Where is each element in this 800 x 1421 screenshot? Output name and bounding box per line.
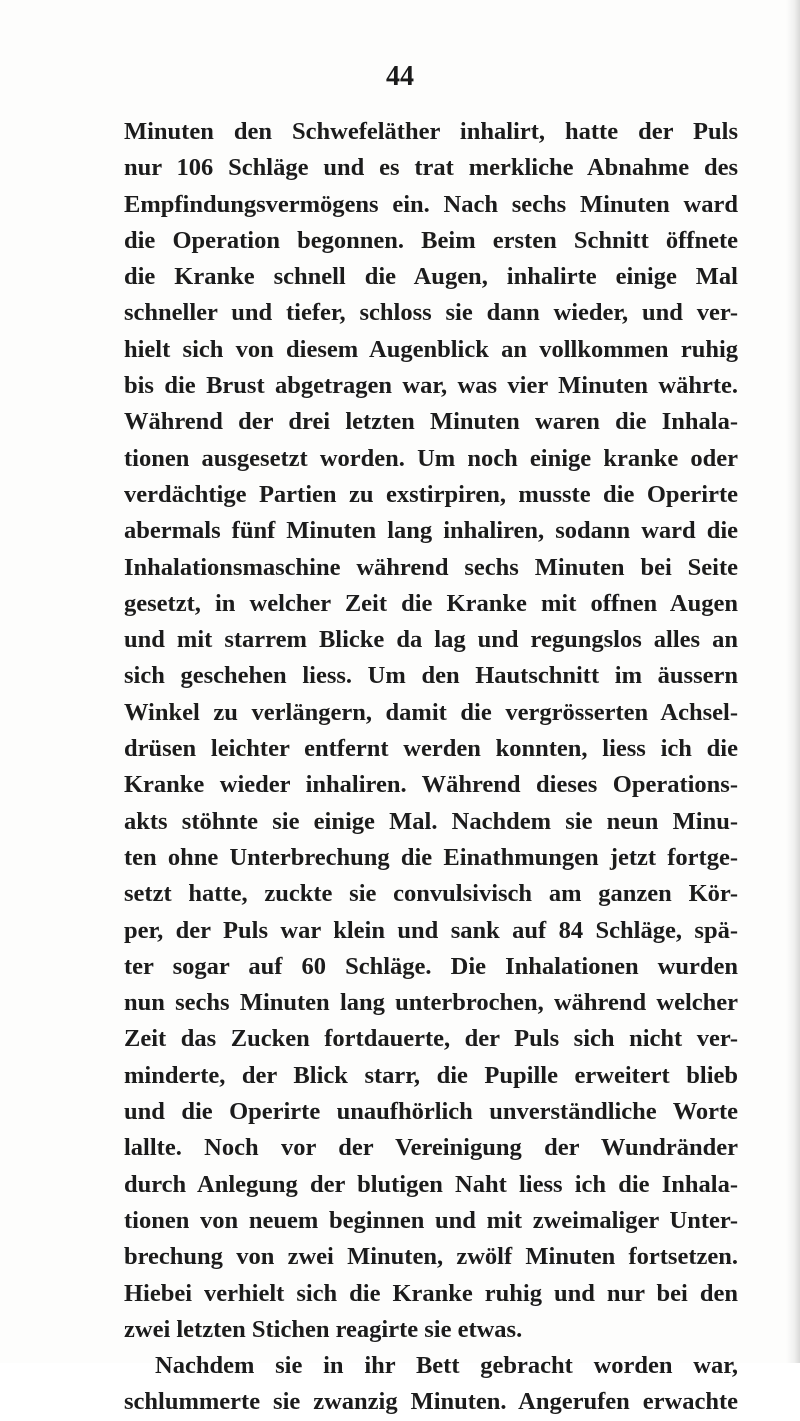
text-line: verdächtige Partien zu exstirpiren, musste die Operirte — [124, 480, 738, 508]
text-line: tionen ausgesetzt worden. Um noch einige kranke oder — [124, 444, 738, 472]
text-line: abermals fünf Minuten lang inhaliren, sodann ward die — [124, 517, 738, 545]
text-line: Nachdem sie in ihr Bett gebracht worden war, — [155, 1352, 738, 1380]
text-line: Inhalationsmaschine während sechs Minuten bei Seite — [124, 553, 738, 581]
text-line: lallte. Noch vor der Vereinigung der Wundränder — [124, 1134, 738, 1162]
text-line: Während der drei letzten Minuten waren die Inhala- — [124, 408, 738, 436]
text-line: ten ohne Unterbrechung die Einathmungen jetzt fortge- — [124, 843, 738, 871]
text-line: bis die Brust abgetragen war, was vier Minuten währte. — [124, 372, 738, 400]
text-line: Zeit das Zucken fortdauerte, der Puls sich nicht ver- — [124, 1025, 738, 1053]
text-line: Winkel zu verlängern, damit die vergrösserten Achsel- — [124, 698, 738, 726]
text-line: Hiebei verhielt sich die Kranke ruhig und nur bei den — [124, 1279, 738, 1307]
text-line: Minuten den Schwefeläther inhalirt, hatte der Puls — [124, 118, 738, 145]
text-line: Kranke wieder inhaliren. Während dieses Operations- — [124, 771, 738, 799]
text-line: nur 106 Schläge und es trat merkliche Abnahme des — [124, 154, 738, 182]
text-line: brechung von zwei Minuten, zwölf Minuten fortsetzen. — [124, 1243, 738, 1271]
text-line: drüsen leichter entfernt werden konnten, liess ich die — [124, 735, 738, 763]
text-line: per, der Puls war klein und sank auf 84 Schläge, spä- — [124, 916, 738, 944]
text-line: Empfindungsvermögens ein. Nach sechs Minuten ward — [124, 190, 738, 218]
text-line: zwei letzten Stichen reagirte sie etwas. — [124, 1315, 523, 1343]
text-line: akts stöhnte sie einige Mal. Nachdem sie neun Minu- — [124, 807, 738, 835]
text-line: setzt hatte, zuckte sie convulsivisch am ganzen Kör- — [124, 880, 738, 908]
text-line: hielt sich von diesem Augenblick an vollkommen ruhig — [124, 335, 738, 363]
text-line: die Kranke schnell die Augen, inhalirte einige Mal — [124, 263, 738, 291]
text-line: und mit starrem Blicke da lag und regungslos alles an — [124, 626, 738, 654]
text-line: sich geschehen liess. Um den Hautschnitt im äussern — [124, 662, 738, 690]
body-text — [124, 114, 738, 1421]
text-line: tionen von neuem beginnen und mit zweimaliger Unter- — [124, 1206, 738, 1234]
page-edge-shadow — [786, 0, 800, 1363]
text-line: die Operation begonnen. Beim ersten Schnitt öffnete — [124, 226, 738, 254]
text-line: schneller und tiefer, schloss sie dann wieder, und ver- — [124, 299, 738, 327]
text-line: schlummerte sie zwanzig Minuten. Angerufen erwachte — [124, 1388, 738, 1416]
text-line: nun sechs Minuten lang unterbrochen, während welcher — [124, 989, 738, 1017]
text-line: ter sogar auf 60 Schläge. Die Inhalationen wurden — [124, 952, 738, 980]
page-number: 44 — [386, 61, 414, 92]
text-line: gesetzt, in welcher Zeit die Kranke mit offnen Augen — [124, 589, 738, 617]
text-line: minderte, der Blick starr, die Pupille erweitert blieb — [124, 1061, 738, 1089]
text-line: durch Anlegung der blutigen Naht liess ich die Inhala- — [124, 1170, 738, 1198]
text-line: und die Operirte unaufhörlich unverständliche Worte — [124, 1098, 738, 1126]
